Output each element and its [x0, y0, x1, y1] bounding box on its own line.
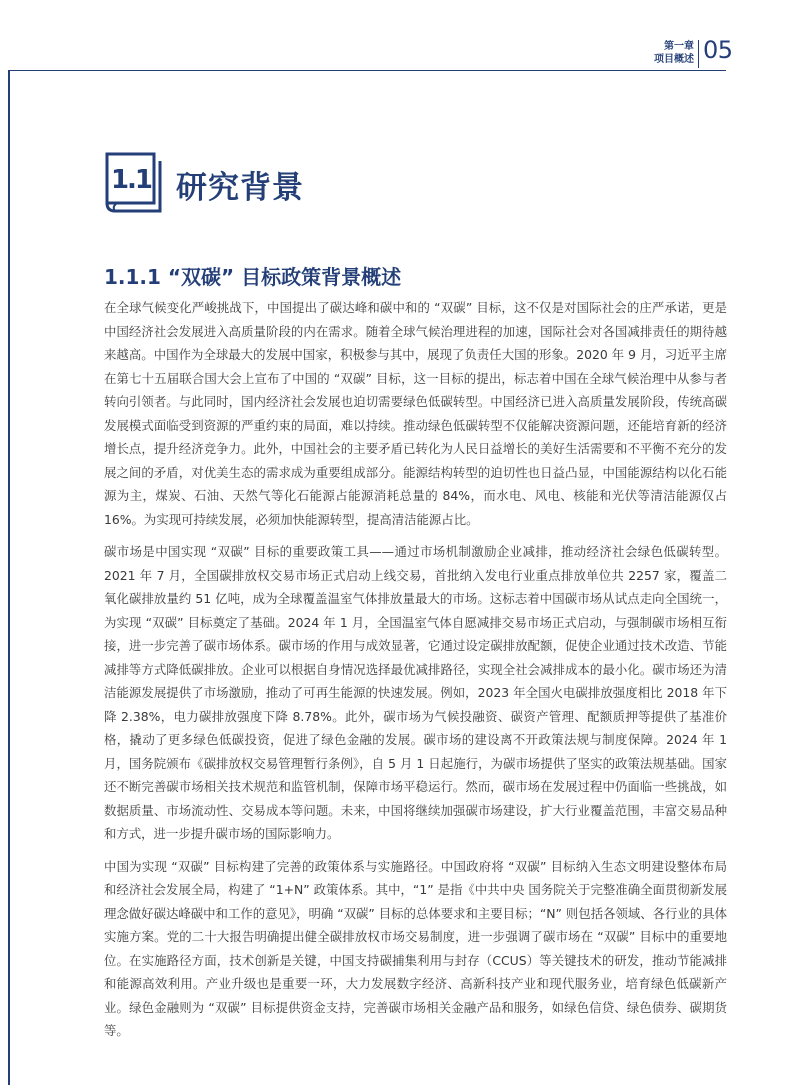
chapter-name: 项目概述: [654, 54, 694, 65]
section-number: 1.1: [110, 165, 152, 195]
page-left-rule: [8, 70, 10, 1085]
section-title: 研究背景: [176, 170, 304, 206]
section-number-badge: [104, 151, 160, 213]
page-header-rule: [8, 70, 726, 71]
paragraph: 中国为实现 “双碳” 目标构建了完善的政策体系与实施路径。中国政府将 “双碳” 目标纳入生态文明建设整体布局和经济社会发展全局，构建了 “1+N” 政策体系。其中，“1” 是指《中共中央 国务院关于完整准确全面贯彻新发展理念做好碳达峰碳中和工作的意见》，明确 “双碳” 目标的总体要求和主要目标；“N” 则包括各领域、各行业的具体实施方案。党的二十大报告明确提出健全碳排放权市场交易制度，进一步强调了碳市场在 “双碳” 目标中的重要地位。在实施路径方面，技术创新是关键，中国支持碳捕集利用与封存（CCUS）等关键技术的研发，推动节能减排和能源高效利用。产业升级也是重要一环，大力发展数字经济、高新科技产业和现代服务业，培育绿色低碳新产业。绿色金融则为 “双碳” 目标提供资金支持，完善碳市场相关金融产品和服务，如绿色信贷、绿色债券、碳期货等。: [104, 858, 727, 1038]
header-divider: [698, 40, 699, 68]
subsection-title: 1.1.1 “双碳” 目标政策背景概述: [104, 265, 402, 289]
paragraph: 在全球气候变化严峻挑战下，中国提出了碳达峰和碳中和的 “双碳” 目标，这不仅是对国际社会的庄严承诺，更是中国经济社会发展进入高质量阶段的内在需求。随着全球气候治理进程的加速，国际社会对各国减排责任的期待越来越高。中国作为全球最大的发展中国家，积极参与其中，展现了负责任大国的形象。2020 年 9 月，习近平主席在第七十五届联合国大会上宣布了中国的 “双碳” 目标，这一目标的提出，标志着中国在全球气候治理中从参与者转向引领者。与此同时，国内经济社会发展也迫切需要绿色低碳转型。中国经济已进入高质量发展阶段，传统高碳发展模式面临受到资源的严重约束的局面，难以持续。推动绿色低碳转型不仅能解决资源问题，还能培育新的经济增长点，提升经济竞争力。此外，中国社会的主要矛盾已转化为人民日益增长的美好生活需要和不平衡不充分的发展之间的矛盾，对优美生态的需求成为重要组成部分。能源结构转型的迫切性也日益凸显，中国能源结构以化石能源为主，煤炭、石油、天然气等化石能源占能源消耗总量的 84%，而水电、风电、核能和光伏等清洁能源仅占 16%。为实现可持续发展，必须加快能源转型，提高清洁能源占比。: [104, 300, 727, 527]
paragraph: 碳市场是中国实现 “双碳” 目标的重要政策工具——通过市场机制激励企业减排，推动经济社会绿色低碳转型。2021 年 7 月，全国碳排放权交易市场正式启动上线交易，首批纳入发电行业重点排放单位共 2257 家，覆盖二氧化碳排放量约 51 亿吨，成为全球覆盖温室气体排放量最大的市场。这标志着中国碳市场从试点走向全国统一，为实现 “双碳” 目标奠定了基础。2024 年 1 月，全国温室气体自愿减排交易市场正式启动，与强制碳市场相互衔接，进一步完善了碳市场体系。碳市场的作用与成效显著，它通过设定碳排放配额，促使企业通过技术改造、节能减排等方式降低碳排放。企业可以根据自身情况选择最优减排路径，实现全社会减排成本的最小化。碳市场还为清洁能源发展提供了市场激励，推动了可再生能源的快速发展。例如，2023 年全国火电碳排放强度相比 2018 年下降 2.38%，电力碳排放强度下降 8.78%。此外，碳市场为气候投融资、碳资产管理、配额质押等提供了基准价格，撬动了更多绿色低碳投资，促进了绿色金融的发展。碳市场的建设离不开政策法规与制度保障。2024 年 1 月，国务院颁布《碳排放权交易管理暂行条例》，自 5 月 1 日起施行，为碳市场提供了坚实的政策法规基础。国家还不断完善碳市场相关技术规范和监管机制，保障市场平稳运行。然而，碳市场在发展过程中仍面临一些挑战，如数据质量、市场流动性、交易成本等问题。未来，中国将继续加强碳市场建设，扩大行业覆盖范围，丰富交易品种和方式，进一步提升碳市场的国际影响力。: [104, 544, 727, 841]
chapter-label: 第一章: [664, 41, 694, 52]
page-number: 05: [703, 36, 733, 64]
body-text: [104, 296, 727, 1052]
running-header: [654, 40, 694, 66]
